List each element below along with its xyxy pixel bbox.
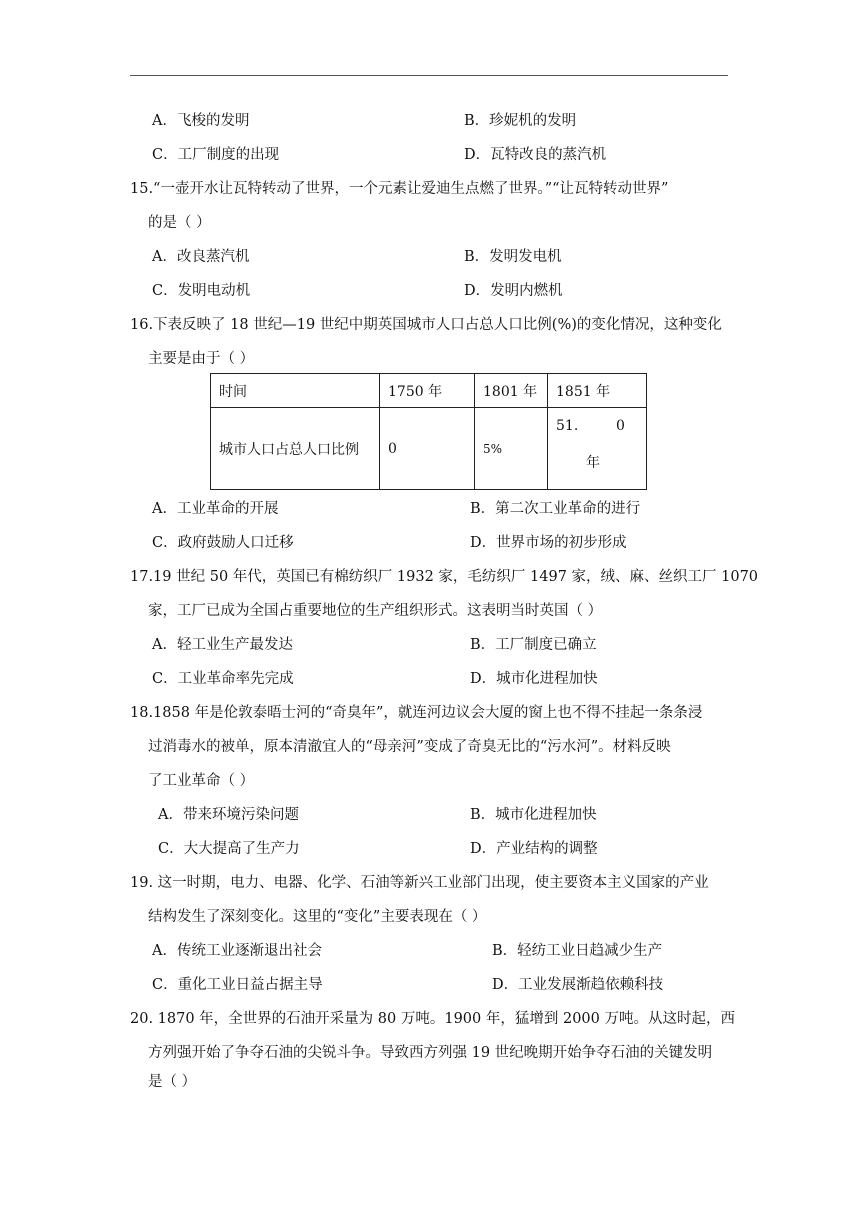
q18-option-c[interactable]: C．大大提高了生产力: [158, 841, 300, 857]
q14-option-b[interactable]: B．珍妮机的发明: [464, 113, 577, 129]
q16-option-a[interactable]: A．工业革命的开展: [152, 501, 279, 517]
q19-option-d[interactable]: D．工业发展渐趋依赖科技: [492, 977, 664, 993]
q18-stem-line1: 18.1858 年是伦敦泰晤士河的“奇臭年”，就连河边议会大厦的窗上也不得不挂起一条条浸: [130, 705, 703, 721]
q17-stem-line1: 17.19 世纪 50 年代，英国已有棉纺织厂 1932 家，毛纺织厂 1497 家，绒、麻、丝织工厂 1070: [130, 569, 759, 585]
q14-option-a[interactable]: A．飞梭的发明: [152, 113, 250, 129]
table-cell: 0: [380, 408, 475, 490]
q18-option-a[interactable]: A．带来环境污染问题: [158, 807, 299, 823]
q19-option-a[interactable]: A．传统工业逐渐退出社会: [152, 943, 322, 959]
q17-option-a[interactable]: A．轻工业生产最发达: [152, 637, 293, 653]
q17-stem-line2: 家，工厂已成为全国占重要地位的生产组织形式。这表明当时英国（ ）: [148, 603, 603, 619]
q16-option-c[interactable]: C．政府鼓励人口迁移: [152, 535, 294, 551]
table-cell-text: 51.: [556, 418, 579, 434]
q17-option-c[interactable]: C．工业革命率先完成: [152, 671, 294, 687]
q19-stem-line2: 结构发生了深刻变化。这里的“变化”主要表现在（ ）: [148, 909, 487, 925]
q19-stem-line1: 19. 这一时期，电力、电器、化学、石油等新兴工业部门出现，使主要资本主义国家的产业: [130, 875, 709, 891]
q20-stem-line2: 方列强开始了争夺石油的尖锐斗争。导致西方列强 19 世纪晚期开始争夺石油的关键发明: [148, 1045, 713, 1061]
q15-option-b[interactable]: B．发明发电机: [464, 249, 562, 265]
q18-stem-line3: 了工业革命（ ）: [148, 773, 255, 789]
table-cell-text: 年: [586, 455, 600, 471]
q15-stem-line2: 的是（ ）: [148, 215, 211, 231]
table-header-cell: 1851 年: [548, 374, 647, 408]
q16-stem-line1: 16.下表反映了 18 世纪—19 世纪中期英国城市人口占总人口比例(%)的变化情况，这种变化: [130, 317, 722, 333]
table-row: [211, 408, 647, 490]
q17-option-b[interactable]: B．工厂制度已确立: [470, 637, 597, 653]
q18-stem-line2: 过消毒水的被单，原本清澈宜人的“母亲河”变成了奇臭无比的“污水河”。材料反映: [148, 739, 671, 755]
table-header-cell: 1801 年: [475, 374, 548, 408]
q16-stem-line2: 主要是由于（ ）: [148, 351, 255, 367]
q14-option-c[interactable]: C．工厂制度的出现: [152, 147, 280, 163]
q18-option-d[interactable]: D．产业结构的调整: [470, 841, 598, 857]
q16-option-b[interactable]: B．第二次工业革命的进行: [470, 501, 641, 517]
table-row-label: 城市人口占总人口比例: [211, 408, 380, 490]
q20-stem-line3: 是（ ）: [148, 1074, 197, 1090]
header-rule: [130, 75, 728, 76]
q15-option-c[interactable]: C．发明电动机: [152, 283, 251, 299]
q16-option-d[interactable]: D．世界市场的初步形成: [470, 535, 627, 551]
population-table: [210, 373, 647, 490]
table-cell: 5%: [475, 408, 548, 490]
q19-option-c[interactable]: C．重化工业日益占据主导: [152, 977, 323, 993]
table-header-cell: 时间: [211, 374, 380, 408]
q15-option-a[interactable]: A．改良蒸汽机: [152, 249, 250, 265]
table-header-row: [211, 374, 647, 408]
q19-option-b[interactable]: B．轻纺工业日趋减少生产: [492, 943, 663, 959]
table-cell-text: 0: [616, 418, 625, 434]
q15-option-d[interactable]: D．发明内燃机: [464, 283, 563, 299]
q17-option-d[interactable]: D．城市化进程加快: [470, 671, 598, 687]
q20-stem-line1: 20. 1870 年，全世界的石油开采量为 80 万吨。1900 年，猛增到 2000 万吨。从这时起，西: [130, 1011, 735, 1027]
q18-option-b[interactable]: B．城市化进程加快: [470, 807, 597, 823]
table-cell-1851: [548, 408, 647, 490]
q15-stem-line1: 15.“一壶开水让瓦特转动了世界，一个元素让爱迪生点燃了世界。”“让瓦特转动世界”: [130, 181, 669, 197]
q14-option-d[interactable]: D．瓦特改良的蒸汽机: [464, 147, 607, 163]
table-header-cell: 1750 年: [380, 374, 475, 408]
